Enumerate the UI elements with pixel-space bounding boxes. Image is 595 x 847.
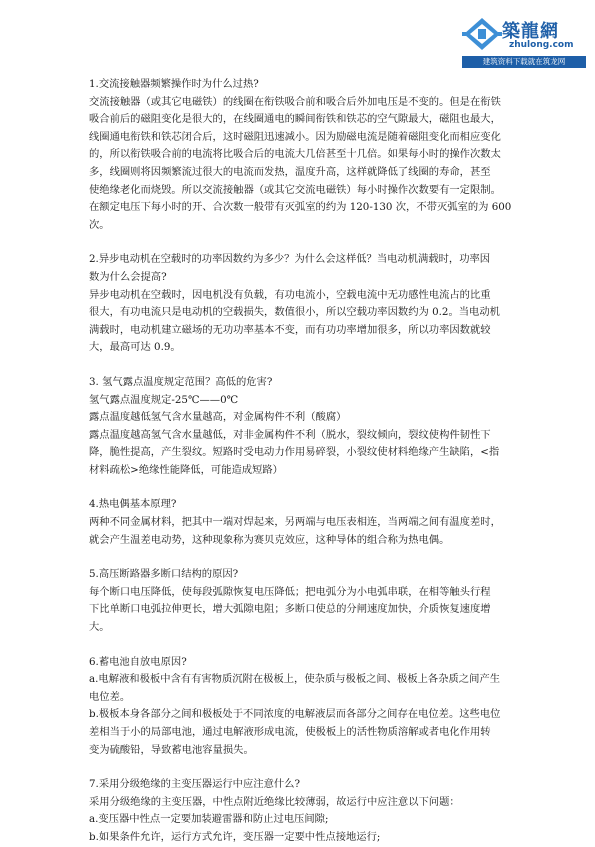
answer-line: 降，脆性提高，产生裂纹。短路时受电动力作用易碎裂，小裂纹使材料绝缘产生缺陷，<指 — [89, 446, 500, 459]
answer-line: 露点温度越低氢气含水量越高，对金属构件不利（酸腐） — [89, 411, 347, 424]
answer-line: 的，所以衔铁吸合前的电流将比吸合后的电流大几倍甚至十几倍。如果每小时的操作次数太 — [89, 148, 501, 161]
logo-url: zhulong.com — [509, 40, 574, 50]
answer-line: 交流接触器（或其它电磁铁）的线圈在衔铁吸合前和吸合后外加电压是不变的。但是在衔铁 — [89, 95, 501, 108]
answer-line: b.如果条件允许，运行方式允许，变压器一定要中性点接地运行; — [89, 830, 381, 843]
zhulong-logo-mark — [462, 16, 502, 52]
answer-line: 线圈通电衔铁和铁芯闭合后，这时磁阻迅速减小。因为励磁电流是随着磁阻变化而相应变化 — [89, 130, 501, 143]
question-title: 数为什么会提高? — [89, 270, 167, 283]
answer-line: 满载时，电动机建立磁场的无功功率基本不变，而有功功率增加很多，所以功率因数就较 — [89, 323, 491, 336]
question-title: 4.热电偶基本原理? — [89, 498, 177, 511]
logo-slogan: 建筑资料下载就在筑龙网 — [462, 56, 586, 68]
answer-line: 次。 — [89, 218, 110, 231]
question-title: 7.采用分级绝缘的主变压器运行中应注意什么? — [89, 778, 300, 791]
answer-line: 采用分级绝缘的主变压器，中性点附近绝缘比较薄弱，故运行中应注意以下问题： — [89, 795, 460, 808]
answer-line: 大。 — [89, 621, 110, 634]
answer-line: 大，最高可达 0.9。 — [89, 341, 181, 354]
answer-line: 电位差。 — [89, 690, 131, 703]
qa-section-4 — [89, 496, 507, 549]
answer-line: 在额定电压下每小时的开、合次数一般带有灭弧室的约为 120-130 次，不带灭弧室的为 600 — [89, 201, 512, 214]
answer-line: b.极板本身各部分之间和极板处于不同浓度的电解液层而各部分之间存在电位差。这些电位 — [89, 708, 501, 721]
answer-line: 两种不同金属材料，把其中一端对焊起来，另两端与电压表相连，当两端之间有温度差时， — [89, 516, 501, 529]
answer-line: a.变压器中性点一定要加装避雷器和防止过电压间隙; — [89, 813, 329, 826]
answer-line: 氢气露点温度规定-25℃——0℃ — [89, 393, 239, 406]
answer-line: 变为硫酸铅，导致蓄电池容量损失。 — [89, 743, 254, 756]
answer-line: 吸合前后的磁阻变化是很大的，在线圈通电的瞬间衔铁和铁芯的空气隙最大，磁阻也最大， — [89, 113, 501, 126]
answer-line: 使绝缘老化而烧毁。所以交流接触器（或其它交流电磁铁）每小时操作次数要有一定限制。 — [89, 183, 501, 196]
question-title: 2.异步电动机在空载时的功率因数约为多少？为什么会这样低？当电动机满载时，功率因 — [89, 253, 491, 266]
logo-name: 築龍網 — [502, 21, 559, 42]
answer-line: 很大，有功电流只是电动机的空载损失，数值很小，所以空载功率因数约为 0.2。当电动机 — [89, 306, 500, 319]
question-title: 5.高压断路器多断口结构的原因? — [89, 568, 239, 581]
document-body — [89, 76, 512, 847]
answer-line: 材料疏松>绝缘性能降低，可能造成短路） — [89, 463, 283, 476]
answer-line: 就会产生温差电动势，这种现象称为赛贝克效应，这种导体的组合称为热电偶。 — [89, 533, 450, 546]
zhulong-logo — [462, 14, 586, 68]
qa-section-6 — [89, 654, 507, 760]
answer-line: 异步电动机在空载时，因电机没有负载，有功电流小，空载电流中无功感性电流占的比重 — [89, 288, 491, 301]
answer-line: 多，线圈则将因频繁流过很大的电流而发热，温度升高，这样就降低了线圈的寿命，甚至 — [89, 165, 491, 178]
answer-line: 露点温度越高氢气含水量越低，对非金属构件不利（脱水，裂纹倾向，裂纹使构件韧性下 — [89, 428, 491, 441]
qa-section-7 — [89, 776, 507, 846]
qa-section-2 — [89, 251, 507, 357]
question-title: 3. 氢气露点温度规定范围？高低的危害? — [89, 375, 273, 388]
question-title: 1.交流接触器频繁操作时为什么过热? — [89, 78, 259, 90]
qa-section-5 — [89, 566, 507, 636]
qa-section-1 — [89, 76, 512, 234]
question-title: 6.蓄电池自放电原因? — [89, 655, 187, 668]
qa-section-3 — [89, 374, 507, 480]
answer-line: 差相当于小的局部电池，通过电解液形成电流，使极板上的活性物质溶解或者电化作用转 — [89, 726, 491, 738]
answer-line: 下比单断口电弧拉伸更长，增大弧隙电阻；多断口使总的分闸速度加快，介质恢复速度增 — [89, 603, 491, 616]
answer-line: a.电解液和极板中含有有害物质沉附在极板上，使杂质与极板之间、极板上各杂质之间产生 — [89, 673, 500, 686]
answer-line: 每个断口电压降低，使每段弧隙恢复电压降低；把电弧分为小电弧串联，在相等触头行程 — [89, 585, 491, 598]
